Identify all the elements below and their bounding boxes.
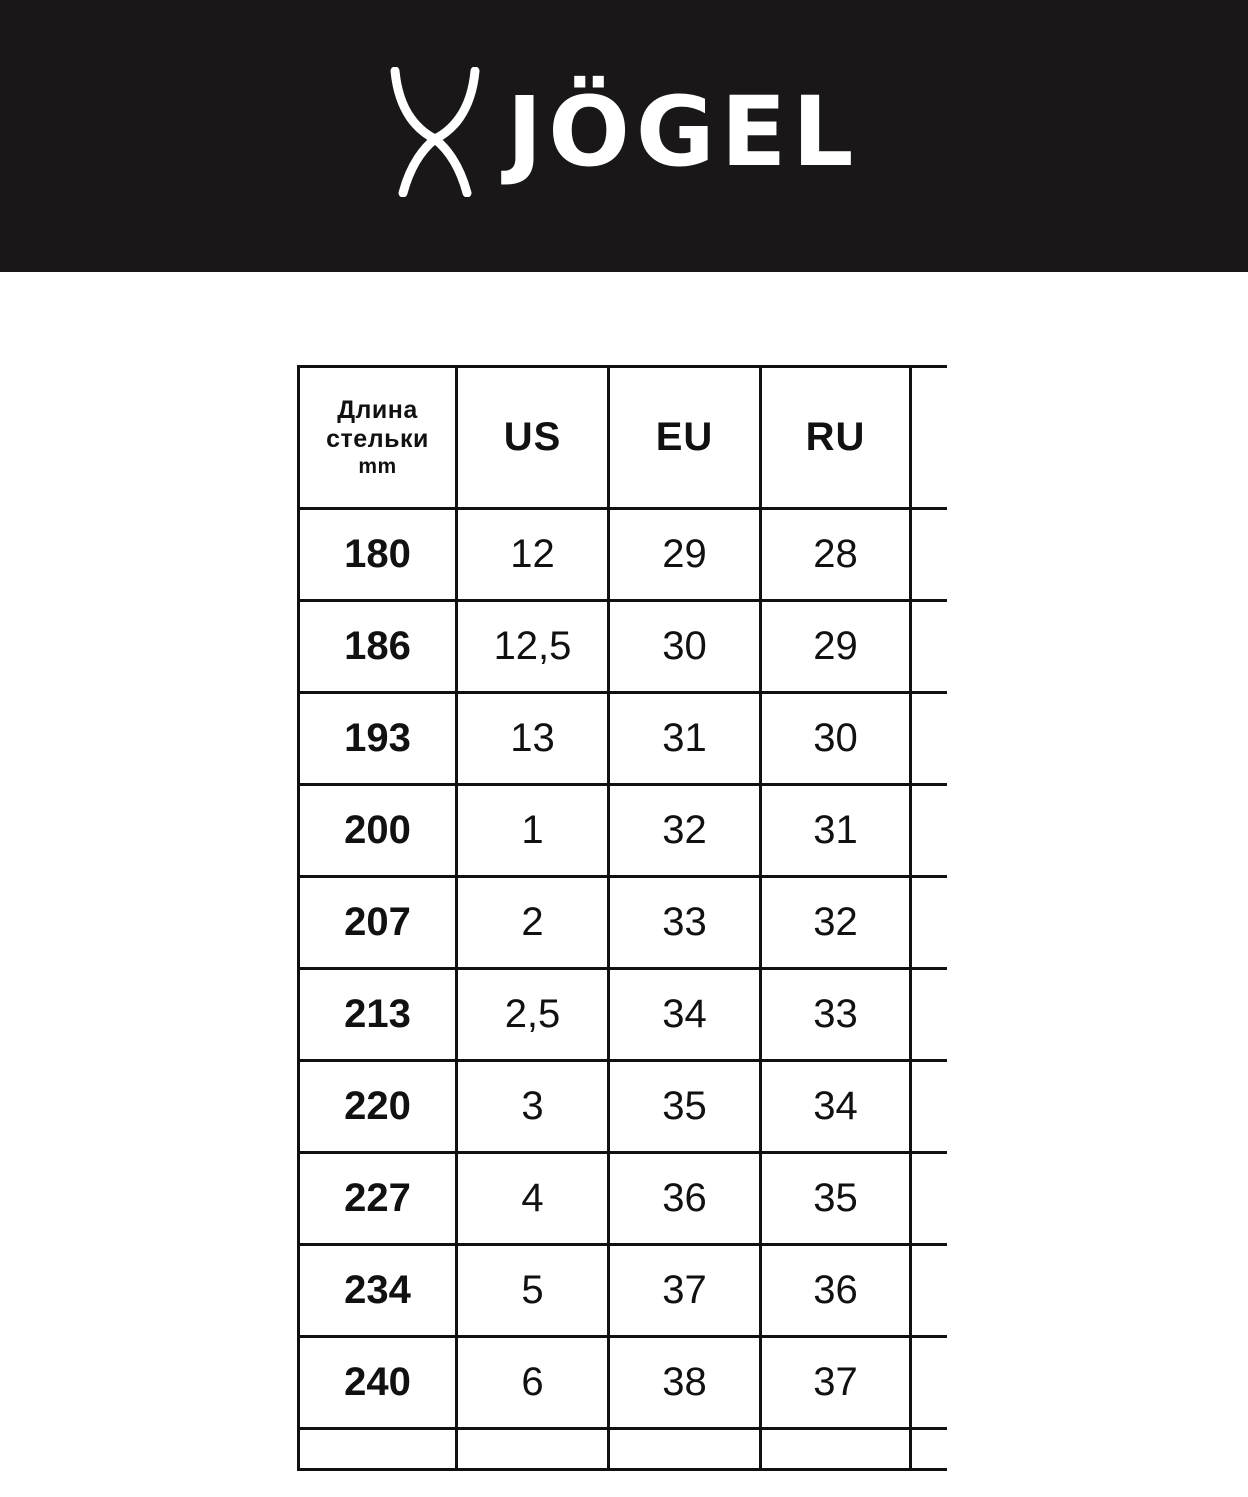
header-insole-length [299,367,457,509]
header-insole-length-line2: стельки [326,425,429,454]
cell-spacer [911,1153,947,1245]
footer-cell-eu [609,1429,761,1470]
jogel-crossed-lines-logo-icon [389,67,481,197]
cell-ru: 28 [761,509,911,601]
footer-cell-ru [761,1429,911,1470]
cell-eu: 36 [609,1153,761,1245]
table-row [299,1337,947,1429]
cell-us: 2 [457,877,609,969]
table-row [299,1153,947,1245]
cell-length: 200 [299,785,457,877]
cell-us: 6 [457,1337,609,1429]
cell-length: 180 [299,509,457,601]
footer-cell-us [457,1429,609,1470]
cell-spacer [911,693,947,785]
cell-eu: 35 [609,1061,761,1153]
cell-spacer [911,509,947,601]
table-row [299,785,947,877]
cell-length: 240 [299,1337,457,1429]
table-row [299,1061,947,1153]
logo [389,67,860,197]
header-spacer [911,367,947,509]
table-row [299,969,947,1061]
cell-eu: 30 [609,601,761,693]
cell-ru: 33 [761,969,911,1061]
cell-us: 1 [457,785,609,877]
cell-spacer [911,1061,947,1153]
cell-length: 234 [299,1245,457,1337]
cell-length: 220 [299,1061,457,1153]
cell-spacer [911,1337,947,1429]
cell-ru: 36 [761,1245,911,1337]
brand-wordmark: JÖGEL [506,76,860,188]
footer-cell-length [299,1429,457,1470]
cell-us: 5 [457,1245,609,1337]
size-chart [297,365,945,1471]
cell-length: 186 [299,601,457,693]
cell-eu: 34 [609,969,761,1061]
table-header-row [299,367,947,509]
header-eu: EU [609,367,761,509]
header-ru: RU [761,367,911,509]
cell-us: 4 [457,1153,609,1245]
cell-ru: 30 [761,693,911,785]
cell-eu: 31 [609,693,761,785]
size-table [297,365,947,1471]
footer-cell-spacer [911,1429,947,1470]
cell-ru: 31 [761,785,911,877]
cell-length: 193 [299,693,457,785]
cell-length: 213 [299,969,457,1061]
cell-spacer [911,969,947,1061]
header-insole-length-unit: mm [358,454,397,478]
cell-length: 207 [299,877,457,969]
cell-eu: 37 [609,1245,761,1337]
table-row [299,509,947,601]
brand-banner [0,0,1248,272]
cell-spacer [911,785,947,877]
cell-us: 2,5 [457,969,609,1061]
cell-spacer [911,1245,947,1337]
cell-ru: 34 [761,1061,911,1153]
cell-length: 227 [299,1153,457,1245]
cell-eu: 32 [609,785,761,877]
cell-ru: 32 [761,877,911,969]
cell-us: 12 [457,509,609,601]
table-row [299,693,947,785]
cell-spacer [911,601,947,693]
cell-eu: 33 [609,877,761,969]
cell-us: 12,5 [457,601,609,693]
cell-us: 3 [457,1061,609,1153]
cell-ru: 35 [761,1153,911,1245]
table-row [299,1245,947,1337]
cell-ru: 29 [761,601,911,693]
header-insole-length-line1: Длина [337,395,418,424]
cell-eu: 38 [609,1337,761,1429]
cell-spacer [911,877,947,969]
cell-eu: 29 [609,509,761,601]
table-row [299,601,947,693]
cell-ru: 37 [761,1337,911,1429]
table-bottom-extension [299,1429,947,1470]
cell-us: 13 [457,693,609,785]
table-row [299,877,947,969]
header-us: US [457,367,609,509]
